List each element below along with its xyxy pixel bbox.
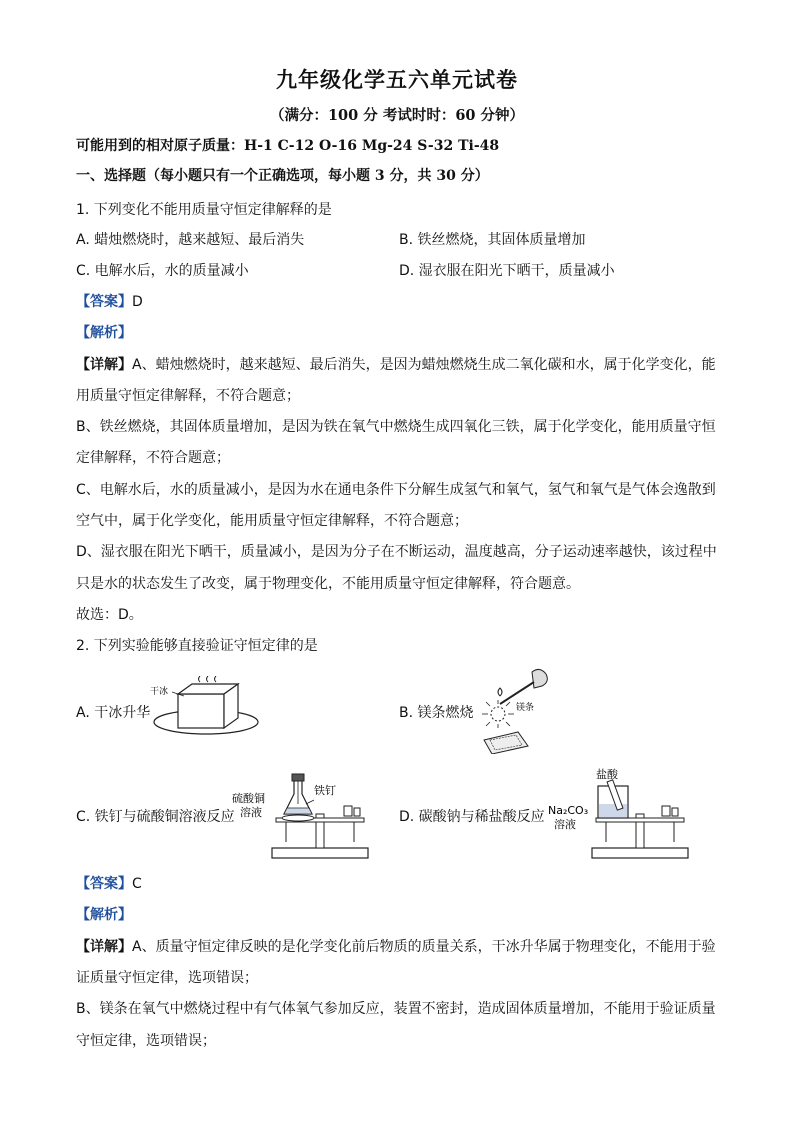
q1-detail-line: B、铁丝燃烧，其固体质量增加，是因为铁在氧气中燃烧生成四氧化三铁，属于化学变化，能用质量守恒 — [76, 419, 716, 435]
q1-detail-line — [76, 355, 716, 375]
q1-detail-line: C、电解水后，水的质量减小，是因为水在通电条件下分解生成氢气和氧气，氢气和氧气是气体会逸散到 — [76, 482, 716, 498]
q2-detail-line: 证质量守恒定律，选项错误； — [76, 970, 258, 986]
magnesium-burning-figure — [478, 666, 558, 754]
detail-tag: 【详解】 — [76, 939, 132, 955]
q1-option-c — [76, 261, 716, 281]
answer-tag: 【答案】 — [76, 876, 132, 892]
answer-value: C — [132, 876, 142, 892]
exam-title: 九年级化学五六单元试卷 — [276, 67, 518, 92]
q1-analysis — [76, 323, 716, 343]
answer-tag: 【答案】 — [76, 294, 132, 310]
analysis-tag: 【解析】 — [76, 907, 132, 923]
fig-a-label: 干冰 — [150, 687, 169, 697]
detail-text: A、质量守恒定律反映的是化学变化前后物质的质量关系，干冰升华属于物理变化，不能用于验 — [132, 939, 716, 955]
fig-d-label-1: 盐酸 — [596, 768, 618, 781]
fig-d-label-2: Na₂CO₃ — [548, 804, 589, 817]
q1-stem: 1. 下列变化不能用质量守恒定律解释的是 — [76, 202, 332, 218]
q1-option-b-text: B. 铁丝燃烧，其固体质量增加 — [399, 232, 586, 248]
q1-option-c-text: C. 电解水后，水的质量减小 — [76, 263, 249, 279]
q1-option-a-text: A. 蜡烛燃烧时，越来越短、最后消失 — [76, 232, 305, 248]
q2-option-c-text: C. 铁钉与硫酸铜溶液反应 — [76, 809, 235, 825]
fig-d-label-3: 溶液 — [554, 818, 576, 831]
detail-tag: 【详解】 — [76, 357, 132, 373]
section-heading: 一、选择题（每小题只有一个正确选项，每小题 3 分，共 30 分） — [76, 168, 489, 184]
q2-stem: 2. 下列实验能够直接验证守恒定律的是 — [76, 638, 318, 654]
fig-b-label: 镁条 — [516, 703, 535, 713]
q1-option-d-text: D. 湿衣服在阳光下晒干，质量减小 — [399, 263, 615, 279]
q2-option-b-text: B. 镁条燃烧 — [399, 705, 474, 721]
q2-detail-line: 守恒定律，选项错误； — [76, 1033, 216, 1049]
q2-detail-line — [76, 937, 716, 957]
q1-detail-line: 只是水的状态发生了改变，属于物理变化，不能用质量守恒定律解释，符合题意。 — [76, 576, 580, 592]
q1-conclusion: 故选：D。 — [76, 607, 143, 623]
iron-nail-balance-figure — [232, 770, 382, 862]
exam-subtitle: （满分：100 分 考试时时：60 分钟） — [269, 107, 525, 124]
detail-text: A、蜡烛燃烧时，越来越短、最后消失，是因为蜡烛燃烧生成二氧化碳和水，属于化学变化，能 — [132, 357, 716, 373]
q1-answer — [76, 292, 716, 312]
q2-answer — [76, 874, 716, 894]
q2-analysis — [76, 905, 716, 925]
q1-detail-line: D、湿衣服在阳光下晒干，质量减小，是因为分子在不断运动，温度越高，分子运动速率越快，该过程中 — [76, 544, 717, 560]
q1-detail-line: 定律解释，不符合题意； — [76, 450, 230, 466]
answer-value: D — [132, 294, 143, 310]
fig-c-label-1: 硫酸铜 — [232, 792, 265, 805]
q2-option-a-text: A. 干冰升华 — [76, 705, 151, 721]
q2-option-d-text: D. 碳酸钠与稀盐酸反应 — [399, 809, 545, 825]
atomic-masses: 可能用到的相对原子质量：H-1 C-12 O-16 Mg-24 S-32 Ti-48 — [76, 138, 500, 154]
q1-detail-line: 空气中，属于化学变化，能用质量守恒定律解释，不符合题意； — [76, 513, 468, 529]
q1-detail-line: 用质量守恒定律解释，不符合题意； — [76, 388, 300, 404]
q2-detail-line: B、镁条在氧气中燃烧过程中有气体氧气参加反应，装置不密封，造成固体质量增加，不能用于验证质量 — [76, 1001, 716, 1017]
fig-c-label-2: 溶液 — [240, 806, 262, 819]
fig-c-label-3: 铁钉 — [314, 784, 336, 797]
q1-option-a — [76, 230, 716, 250]
analysis-tag: 【解析】 — [76, 325, 132, 341]
dry-ice-figure — [150, 676, 268, 740]
sodium-carbonate-balance-figure — [546, 768, 696, 862]
